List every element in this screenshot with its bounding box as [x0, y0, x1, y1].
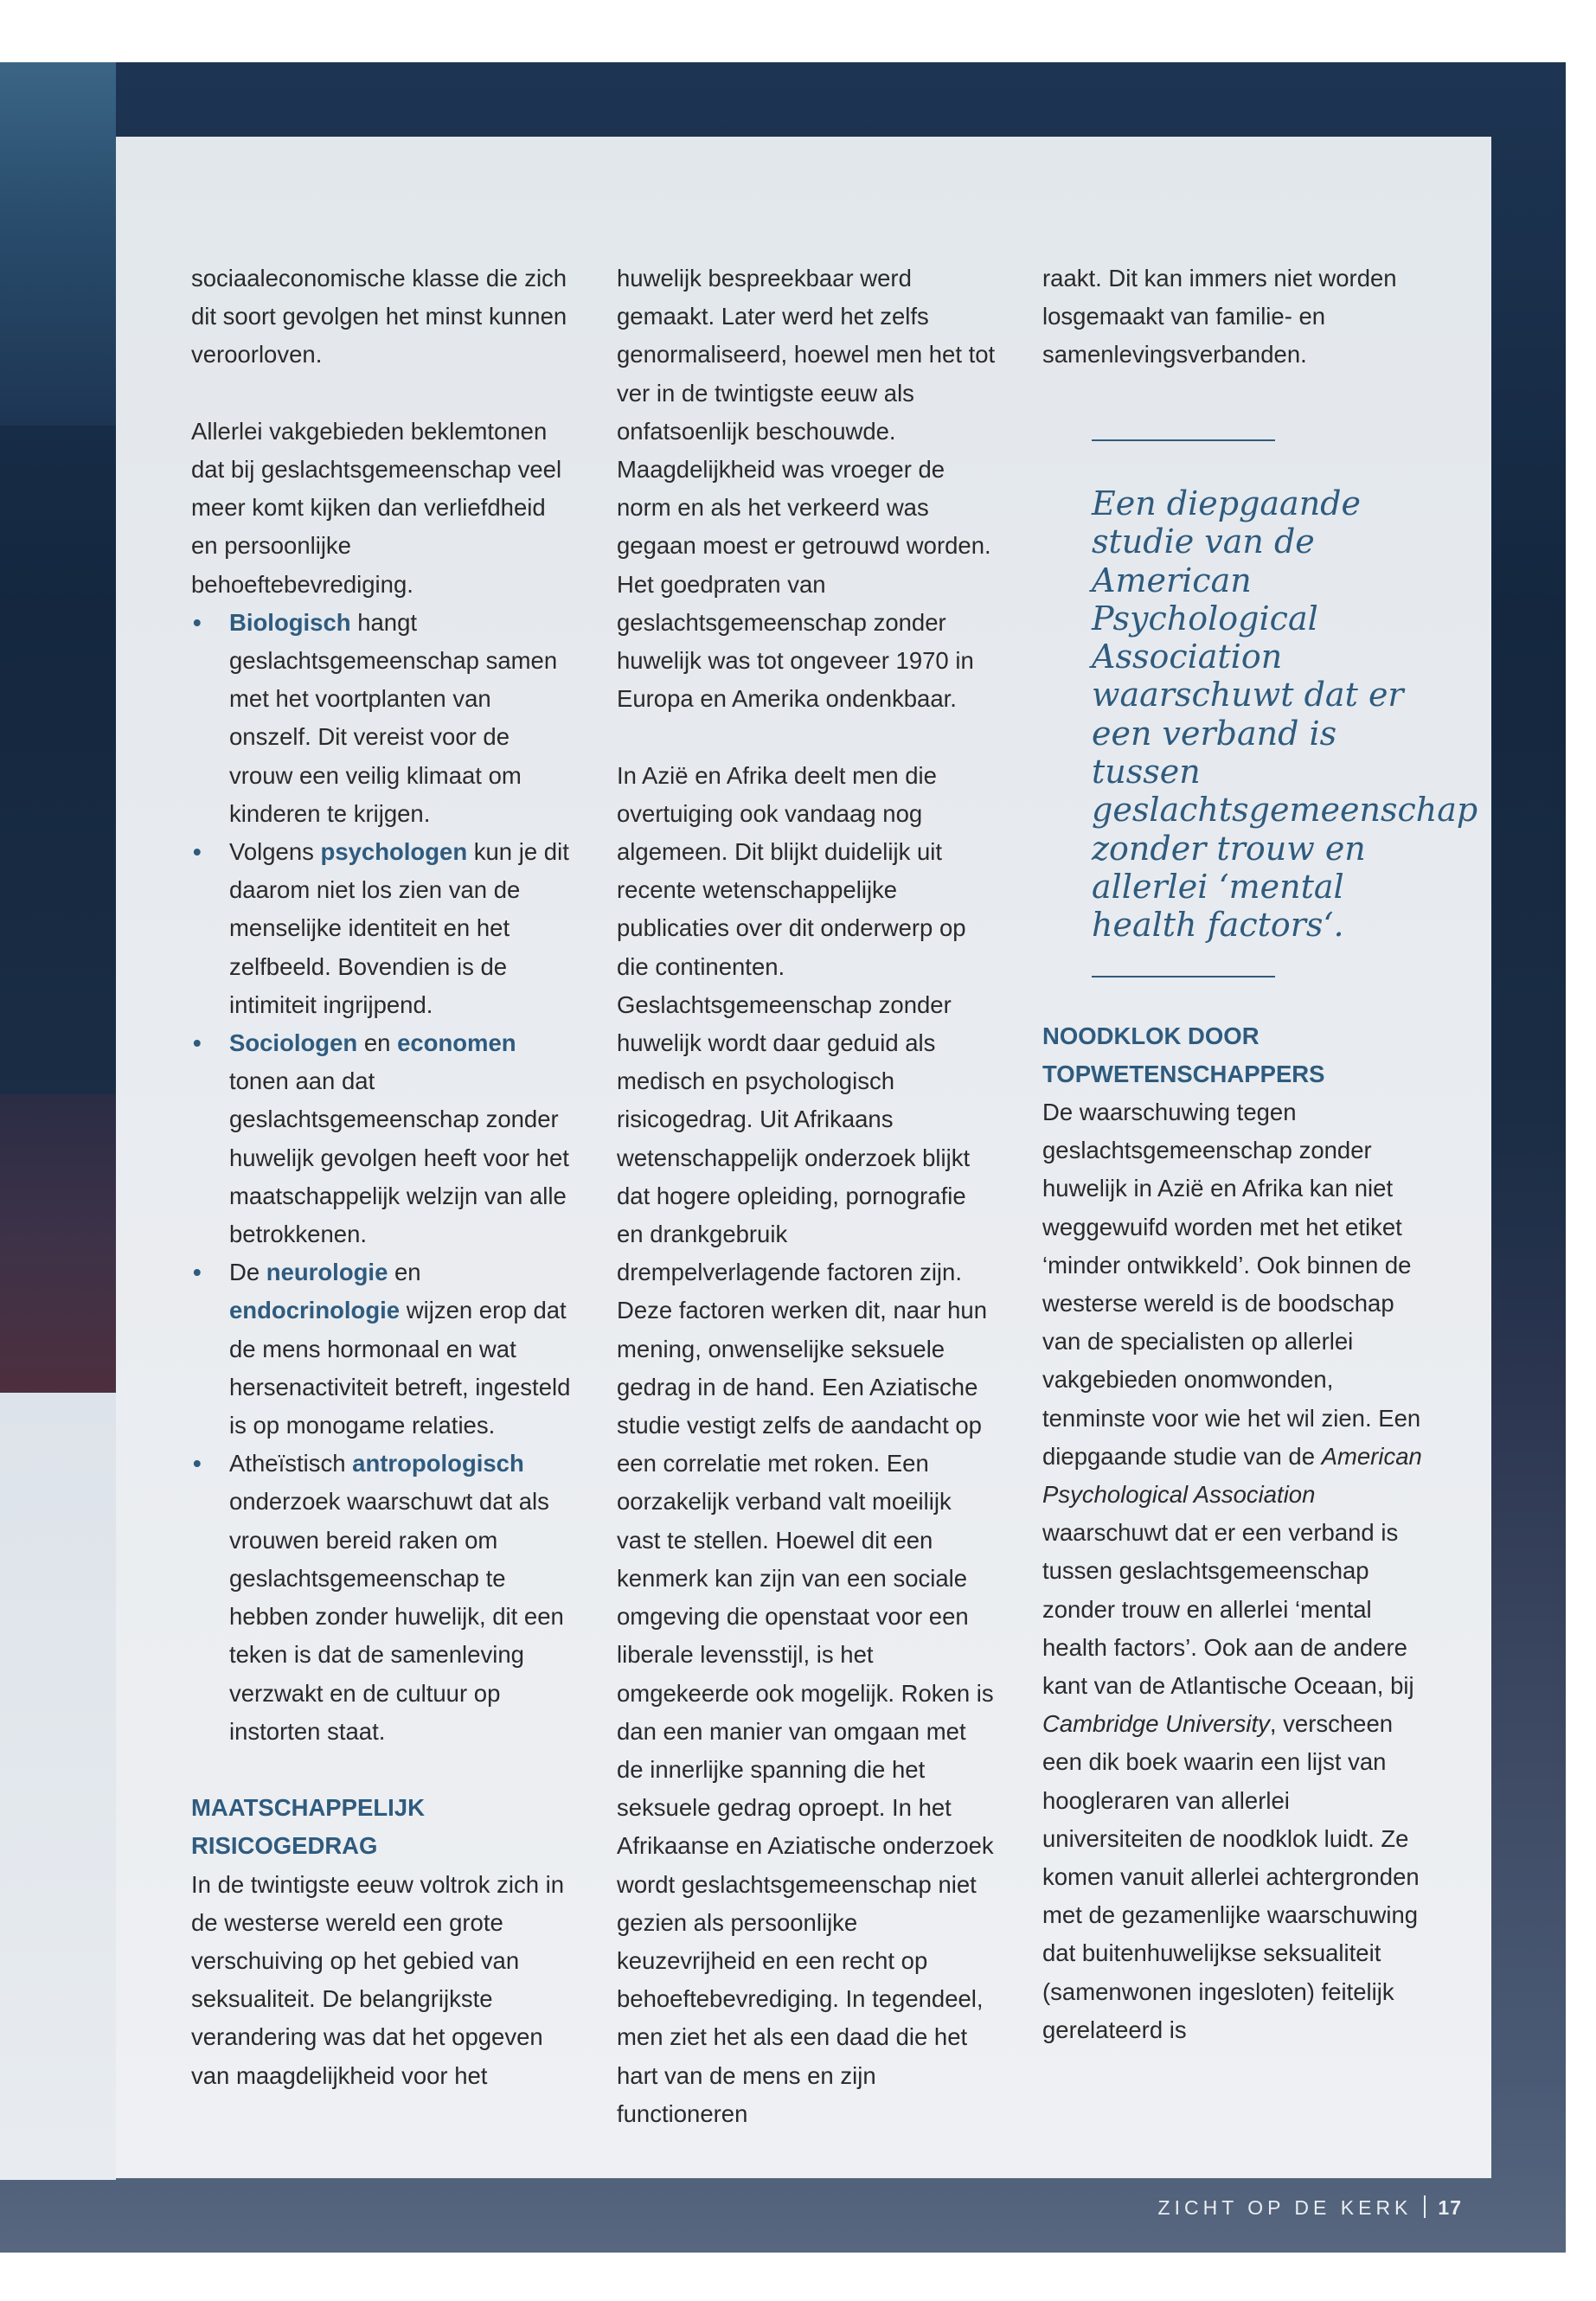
paragraph: Allerlei vakgebieden beklemtonen dat bij geslachtsgemeenschap veel meer komt kijken dan verliefdheid en persoonlijke behoeftebevrediging. [191, 417, 562, 598]
paragraph: In Azië en Afrika deelt men die overtuiging ook vandaag nog algemeen. Dit blijkt duidelijk uit recente wetenschappelijke publicaties over dit onderwerp op die continenten. Geslachtsgemeenschap zonder huwelijk wordt daar geduid als medisch en psychologisch risicogedrag. Uit Afrikaans wetenschappelijk onderzoek blijkt dat hogere opleiding, pornografie en drankgebruik drempelverlagende factoren zijn. Deze factoren werken dit, naar hun mening, onwenselijke seksuele gedrag in de hand. Een Aziatische studie vestigt zelfs de aandacht op een correlatie met roken. Een oorzakelijk verband valt moeilijk vast te stellen. Hoewel dit een kenmerk kan zijn van een sociale omgeving die openstaat voor een liberale levensstijl, is het omgekeerde ook mogelijk. Roken is dan een manier van omgaan met de innerlijke spanning die het seksuele gedrag oproept. In het Afrikaanse en Aziatische onderzoek wordt geslachtsgemeenschap niet gezien als persoonlijke keuzevrijheid en een recht op behoeftebevrediging. In tegendeel, men ziet het als een daad die het hart van de mens en zijn functioneren [617, 761, 994, 2127]
paragraph: In de twintigste eeuw voltrok zich in de westerse wereld een grote verschuiving op het gebied van seksualiteit. De belangrijkste verandering was dat het opgeven van maagdelijkheid voor het [191, 1870, 565, 2089]
pullquote-rule-bottom [1092, 976, 1275, 977]
paragraph: De waarschuwing tegen geslachtsgemeenschap zonder huwelijk in Azië en Afrika kan niet weggewuifd worden met het etiket ‘minder ontwikkeld’. Ook binnen de westerse wereld is de boodschap van de specialisten op allerlei vakgebieden onomwonden, tenminste voor wie het wil zien. Een diepgaande studie van de American Psychological Association waarschuwt dat er een verband is tussen geslachtsgemeenschap zonder trouw en allerlei ‘mental health factors’. Ook aan de andere kant van de Atlantische Oceaan, bij Cambridge University, verscheen een dik boek waarin een lijst van hoogleraren van allerlei universiteiten de noodklok luidt. Ze komen vanuit allerlei achtergronden met de gezamenlijke waarschuwing dat buitenhuwelijkse seksualiteit (samenwonen ingesloten) feitelijk gerelateerd is [1042, 1099, 1422, 2043]
bullet-dot-icon: • [193, 1450, 202, 1477]
paragraph: huwelijk bespreekbaar werd gemaakt. Later werd het zelfs genormaliseerd, hoewel men het tot ver in de twintigste eeuw als onfatsoenlijk beschouwde. Maagdelijkheid was vroeger de norm en als het verkeerd was gegaan moest er getrouwd worden. Het goedpraten van geslachtsgemeenschap zonder huwelijk was tot ongeveer 1970 in Europa en Amerika ondenkbaar. [617, 265, 996, 713]
frame-accent-top [0, 62, 116, 426]
frame-accent-light [0, 1393, 116, 2180]
bullet-dot-icon: • [193, 838, 202, 866]
frame-accent-maroon [0, 1094, 116, 1393]
text-column-2 [617, 260, 997, 2133]
section-heading: MAATSCHAPPELIJK RISICOGEDRAG [191, 1794, 425, 1860]
footer-divider [1424, 2195, 1426, 2218]
paragraph: raakt. Dit kan immers niet worden losgemaakt van familie- en samenlevingsverbanden. [1042, 265, 1397, 369]
text-column-1 [191, 260, 572, 2095]
page-number: 17 [1438, 2196, 1462, 2219]
bullet-item: • Biologisch hangt geslachtsgemeenschap samen met het voortplanten van onszelf. Dit vereist voor de vrouw een veilig klimaat om kinderen te krijgen. [191, 604, 572, 833]
bullet-dot-icon: • [193, 608, 202, 636]
bullet-item: • Volgens psychologen kun je dit daarom niet los zien van de menselijke identiteit en het zelfbeeld. Bovendien is de intimiteit ingrijpend. [191, 833, 572, 1024]
paragraph: sociaaleconomische klasse die zich dit soort gevolgen het minst kunnen veroorloven. [191, 265, 567, 369]
bullet-item: • De neurologie en endocrinologie wijzen erop dat de mens hormonaal en wat hersenactiviteit betreft, ingesteld is op monogame relaties. [191, 1253, 572, 1445]
pullquote: Een diepgaande studie van de American Psychological Association waarschuwt dat er een verband is tussen geslachtsgemeenschap zonder trouw en allerlei ‘mental health factors‘. [1092, 484, 1478, 945]
bullet-item: • Atheïstisch antropologisch onderzoek waarschuwt dat als vrouwen bereid raken om geslachtsgemeenschap te hebben zonder huwelijk, dit een teken is dat de samenleving verzwakt en de cultuur op instorten staat. [191, 1445, 572, 1751]
bullet-list [191, 604, 572, 1751]
section-heading: NOODKLOK DOOR TOPWETENSCHAPPERS [1042, 1022, 1325, 1087]
page-footer [1125, 2195, 1462, 2220]
pullquote-rule-top [1092, 439, 1275, 441]
bullet-item: • Sociologen en economen tonen aan dat geslachtsgemeenschap zonder huwelijk gevolgen heeft voor het maatschappelijk welzijn van alle betrokkenen. [191, 1024, 572, 1253]
bullet-dot-icon: • [193, 1029, 202, 1057]
bullet-dot-icon: • [193, 1259, 202, 1286]
magazine-name: ZICHT OP DE KERK [1157, 2196, 1413, 2219]
